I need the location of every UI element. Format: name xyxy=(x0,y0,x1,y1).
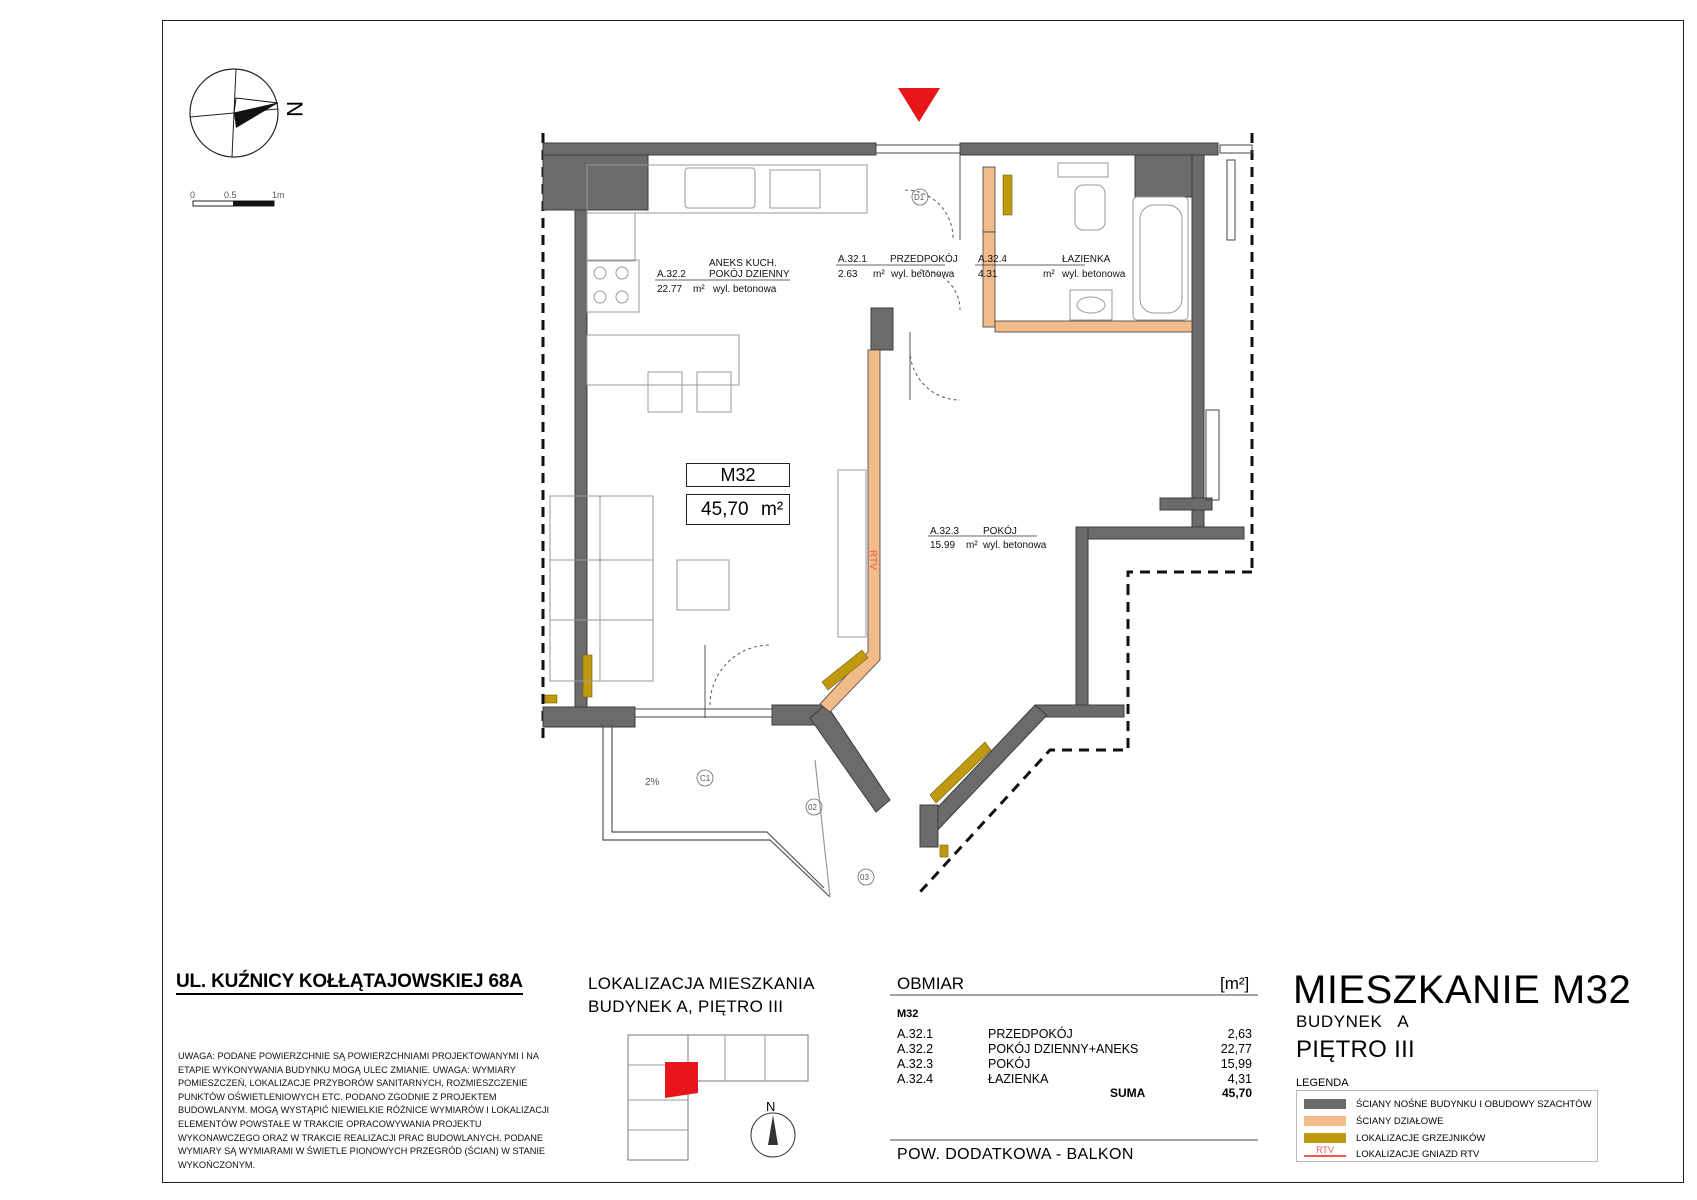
sum-value: 45,70 xyxy=(1222,1086,1253,1100)
door-03-label: 03 xyxy=(860,873,869,882)
room-a321-unit: m² xyxy=(873,269,885,280)
table-row xyxy=(897,1057,1252,1071)
room-a324-unit: m² xyxy=(1043,269,1055,280)
scale-bar xyxy=(190,190,285,206)
row-area: 4,31 xyxy=(1227,1072,1252,1086)
row-name: POKÓJ xyxy=(988,1057,1031,1071)
row-code: A.32.3 xyxy=(897,1057,934,1071)
balcony xyxy=(603,725,830,897)
door-02-label: 02 xyxy=(808,803,817,812)
room-a323-area: 15.99 xyxy=(930,540,956,551)
room-a324-name: ŁAZIENKA xyxy=(1062,254,1111,265)
room-a322-code: A.32.2 xyxy=(657,269,686,280)
row-code: A.32.4 xyxy=(897,1072,934,1086)
bearing-walls xyxy=(543,143,1244,847)
partition-walls xyxy=(820,167,1192,712)
scale-label-0: 0 xyxy=(190,190,196,200)
location-key-plan xyxy=(628,1035,808,1160)
room-a322-floor: wyl. betonowa xyxy=(713,284,777,295)
row-name: POKÓJ DZIENNY+ANEKS xyxy=(988,1042,1139,1056)
obmiar-unit: [m²] xyxy=(1220,974,1250,993)
extra-area-label: POW. DODATKOWA - BALKON xyxy=(897,1146,1134,1163)
compass-icon xyxy=(190,69,278,157)
location-subtitle: BUDYNEK A, PIĘTRO III xyxy=(588,997,784,1016)
apartment-building: BUDYNEK A xyxy=(1296,1012,1410,1031)
row-area: 22,77 xyxy=(1220,1042,1252,1056)
room-a322-name: ANEKS KUCH. xyxy=(709,258,777,269)
legend-text: LOKALIZACJE GNIAZD RTV xyxy=(1356,1149,1480,1160)
room-a321-area: 2.63 xyxy=(838,269,858,280)
windows xyxy=(635,145,1252,717)
row-code: A.32.1 xyxy=(897,1027,934,1041)
compass-north-label: N xyxy=(282,101,307,117)
slope-label: 2% xyxy=(645,777,660,788)
apartment-location-highlight xyxy=(665,1062,698,1098)
sum-label: SUMA xyxy=(1110,1086,1146,1100)
room-a323-floor: wyl. betonowa xyxy=(983,540,1047,551)
room-a323-unit: m² xyxy=(966,540,978,551)
room-a324-code: A.32.4 xyxy=(978,254,1007,265)
obmiar-apartment: M32 xyxy=(897,1008,919,1020)
room-a322-unit: m² xyxy=(693,284,705,295)
apartment-area-unit: m² xyxy=(761,499,784,520)
room-a321-name: PRZEDPOKÓJ xyxy=(890,254,958,265)
room-a322-name2: POKÓJ DZIENNY xyxy=(709,269,790,280)
legend-text: LOKALIZACJE GRZEJNIKÓW xyxy=(1356,1133,1486,1144)
apartment-area-value: 45,70 xyxy=(701,499,749,520)
rtv-marker: RTV xyxy=(867,550,878,570)
notes-text: UWAGA: PODANE POWIERZCHNIE SĄ POWIERZCHNIAMI PROJEKTOWANYMI I NA ETAPIE WYKONYWANIA BUDYNKU MOGĄ ULEC ZMIANIE. UWAGA: WYMIARY POMIESZCZEŃ, LOKALIZACJE PRZYBORÓW SANITARNYCH, ROZMIESZCZENIE PUNKTÓW OŚWIETLENIOWYCH ETC. PODANO ZGODNIE Z PROJEKTEM BUDOWLANYM. MOGĄ WYSTĄPIĆ NIEWIELKIE RÓŻNICE WYMIARÓW I LOKALIZACJI ELEMENTÓW POWSTAŁE W TRAKCIE OPRACOWYWANIA PROJEKTU WYKONAWCZEGO ORAZ W TRAKCIE REALIZACJI PRAC BUDOWLANYCH. PODANE WYMIARY SĄ WYMIARAMI W ŚWIETLE PIONOWYCH PRZEGRÓD (ŚCIAN) W STANIE WYKOŃCZONYM. xyxy=(178,1051,550,1170)
kitchen-furniture xyxy=(550,165,867,681)
apartment-area-box xyxy=(686,494,790,525)
legend-swatch-radiator xyxy=(1304,1133,1346,1143)
table-row xyxy=(897,1027,1252,1041)
scale-label-half: 0.5 xyxy=(224,190,237,200)
room-a321-floor: wyl. betonowa xyxy=(891,269,955,280)
legend-title: LEGENDA xyxy=(1296,1077,1349,1089)
legend-swatch-rtv: RTV xyxy=(1304,1145,1346,1157)
apartment-title: MIESZKANIE M32 xyxy=(1293,968,1632,1012)
legend-text: ŚCIANY NOŚNE BUDYNKU I OBUDOWY SZACHTÓW xyxy=(1356,1099,1592,1110)
door-d1-label: D1 xyxy=(914,193,925,202)
table-row xyxy=(897,1072,1252,1086)
row-code: A.32.2 xyxy=(897,1042,934,1056)
legend-swatch-bearing xyxy=(1304,1099,1346,1109)
row-name: PRZEDPOKÓJ xyxy=(988,1027,1073,1041)
room-a324-floor: wyl. betonowa xyxy=(1062,269,1126,280)
room-a324-area: 4.31 xyxy=(978,269,998,280)
table-row xyxy=(897,1042,1252,1056)
obmiar-title: OBMIAR xyxy=(897,974,965,993)
entrance-marker xyxy=(898,88,940,122)
location-title: LOKALIZACJA MIESZKANIA xyxy=(588,974,815,993)
address-heading: UL. KUŹNICY KOŁŁĄTAJOWSKIEJ 68A xyxy=(176,972,523,995)
door-c1-label: C1 xyxy=(700,774,711,783)
row-area: 2,63 xyxy=(1227,1027,1252,1041)
apartment-label-box: M32 xyxy=(686,463,790,487)
room-a322-area: 22.77 xyxy=(657,284,683,295)
room-a323-name: POKÓJ xyxy=(983,526,1017,537)
apartment-floor: PIĘTRO III xyxy=(1296,1036,1416,1063)
key-plan-north-label: N xyxy=(766,1099,776,1114)
legend-text: ŚCIANY DZIAŁOWE xyxy=(1356,1116,1444,1127)
scale-label-1m: 1m xyxy=(272,190,285,200)
row-area: 15,99 xyxy=(1220,1057,1252,1071)
legend-swatch-partition xyxy=(1304,1116,1346,1126)
row-name: ŁAZIENKA xyxy=(988,1072,1049,1086)
room-a323-code: A.32.3 xyxy=(930,526,959,537)
room-a321-code: A.32.1 xyxy=(838,254,867,265)
